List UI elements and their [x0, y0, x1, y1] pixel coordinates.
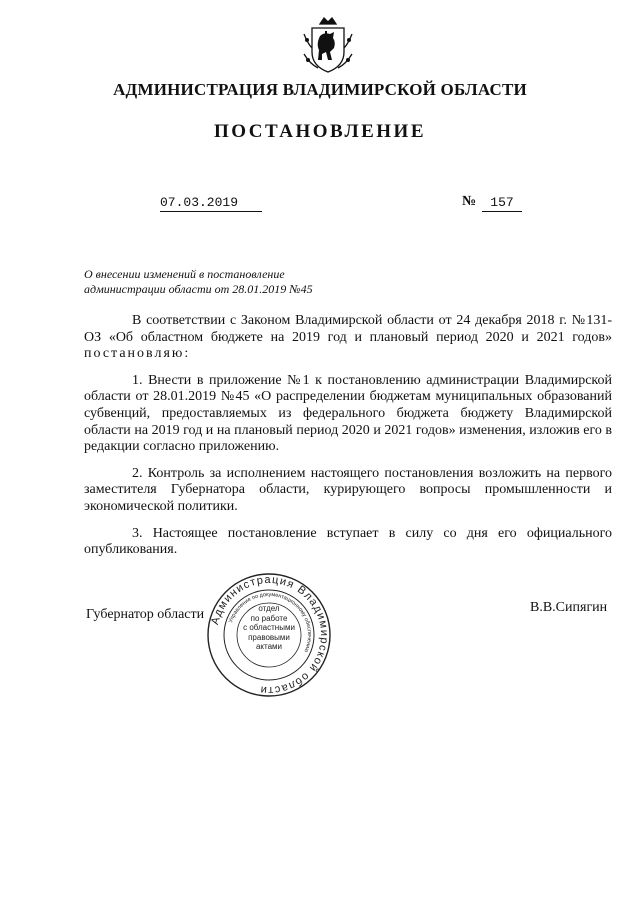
document-type: ПОСТАНОВЛЕНИЕ — [213, 121, 427, 142]
preamble-keyword: постановляю: — [84, 346, 191, 362]
item-3-paragraph: 3. Настоящее постановление вступает в силу со дня его официального опубликования. — [84, 525, 612, 558]
organization-title: АДМИНИСТРАЦИЯ ВЛАДИМИРСКОЙ ОБЛАСТИ — [113, 80, 527, 99]
stamp-line: актами — [255, 642, 283, 651]
coat-of-arms-icon — [300, 14, 356, 76]
number-sign: № — [462, 194, 477, 209]
signatory-title: Губернатор области — [86, 607, 205, 622]
preamble-paragraph — [84, 313, 612, 363]
document-subject — [84, 267, 364, 297]
item-2-paragraph: 2. Контроль за исполнением настоящего постановления возложить на первого заместителя Губернатора области, курирующего вопросы промышленности и экономической политики. — [84, 465, 612, 514]
preamble-text: В соответствии с Законом Владимирской области от 24 декабря 2018 г. №131-ОЗ «Об областном бюджете на 2019 год и плановый период 2020 и 2021 годов» — [84, 313, 612, 345]
document-body — [84, 313, 612, 569]
signatory-name: В.В.Сипягин — [530, 600, 608, 615]
document-date: 07.03.2019 — [160, 195, 262, 212]
stamp-line: по работе — [250, 613, 288, 623]
item-1-paragraph: 1. Внести в приложение №1 к постановлению администрации Владимирской области от 28.01.2019 №45 «О распределении бюджетам муниципальных образований субвенций, предоставляемых из федерального бюджета бюджету Владимирской области на 2019 год и на плановый период 2020 и 2021 годов» изменения, изложив его в редакции согласно приложению. — [84, 372, 612, 455]
stamp-line: отдел — [258, 604, 280, 613]
stamp-inner-ring-text: Управление по документационному обеспечению — [228, 591, 313, 654]
stamp-center-text — [236, 604, 302, 652]
subject-line-1: О внесении изменений в постановление — [84, 267, 285, 281]
subject-line-2: администрации области от 28.01.2019 №45 — [84, 282, 313, 296]
document-number: 157 — [482, 195, 522, 212]
stamp-outer-text: Администрация Владимирской области — [209, 573, 331, 697]
stamp-line: с областными — [243, 623, 295, 632]
stamp-line: правовыми — [248, 632, 290, 642]
